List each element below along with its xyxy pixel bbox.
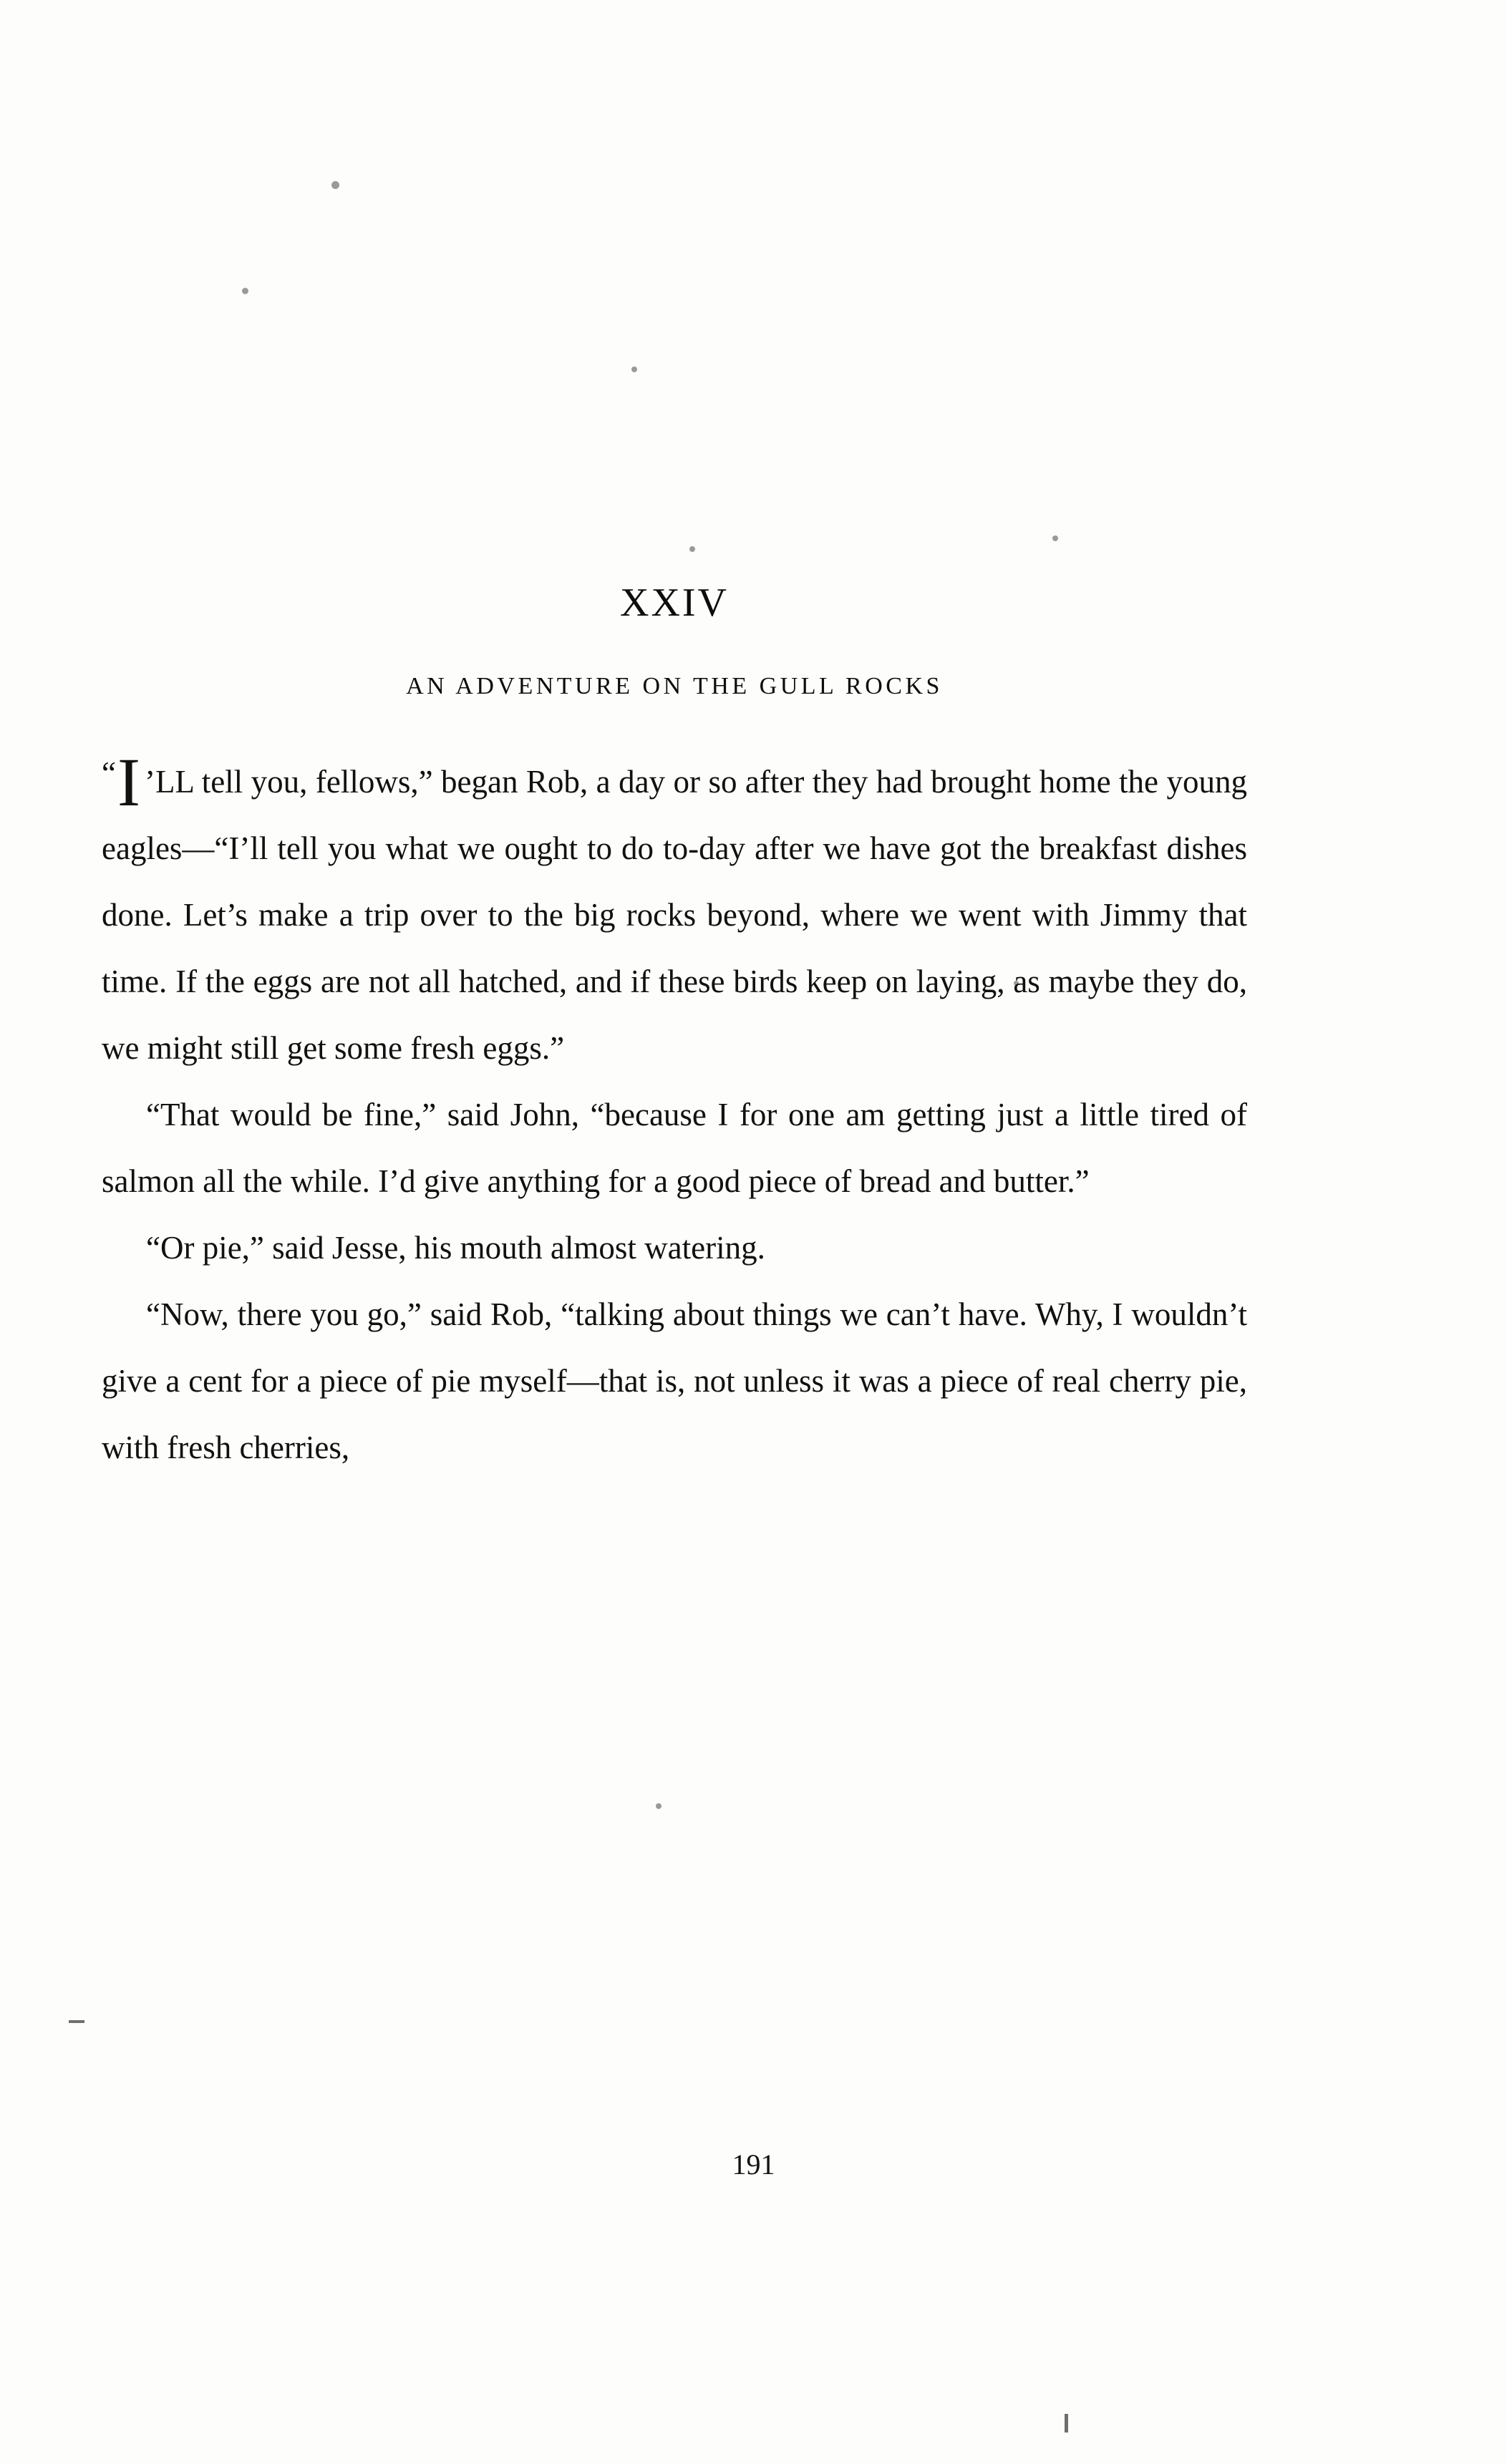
page-speck	[631, 367, 637, 372]
page-speck	[656, 1803, 662, 1809]
paragraph: “That would be fine,” said John, “because I for one am getting just a little tired of salmon all the while. I’d give anything for a good piece of bread and butter.”	[102, 1097, 1247, 1199]
paragraph-first-text: ’LL tell you, fellows,” began Rob, a day or so after they had brought home the young eagles—“I’ll tell you what we ought to do to-day after we have got the breakfast dishes done. Let’s make a trip over to the big rocks beyond, where we went with Jimmy that time. If the eggs are not all hatched, and if these birds keep on laying, as maybe they do, we might still get some fresh eggs.”	[102, 764, 1247, 1066]
page-edge-tick	[69, 2020, 84, 2023]
page-speck	[242, 288, 248, 294]
opening-quote-mark: “	[102, 755, 116, 791]
page-content	[102, 580, 1247, 1481]
body-text	[102, 744, 1247, 1481]
page-number: 191	[732, 2148, 775, 2181]
page-speck	[1052, 535, 1058, 541]
drop-cap: I	[117, 744, 140, 820]
page-speck	[331, 181, 339, 189]
page-edge-tick	[1065, 2414, 1068, 2433]
page-speck	[689, 546, 695, 552]
chapter-number: XXIV	[620, 581, 729, 625]
chapter-title: AN ADVENTURE ON THE GULL ROCKS	[406, 673, 943, 699]
paragraph: “Now, there you go,” said Rob, “talking about things we can’t have. Why, I wouldn’t give a cent for a piece of pie myself—that is, not unless it was a piece of real cherry pie, with fresh cherries,	[102, 1296, 1247, 1465]
paragraph-first	[102, 744, 1247, 1082]
paragraph: “Or pie,” said Jesse, his mouth almost watering.	[146, 1230, 765, 1266]
